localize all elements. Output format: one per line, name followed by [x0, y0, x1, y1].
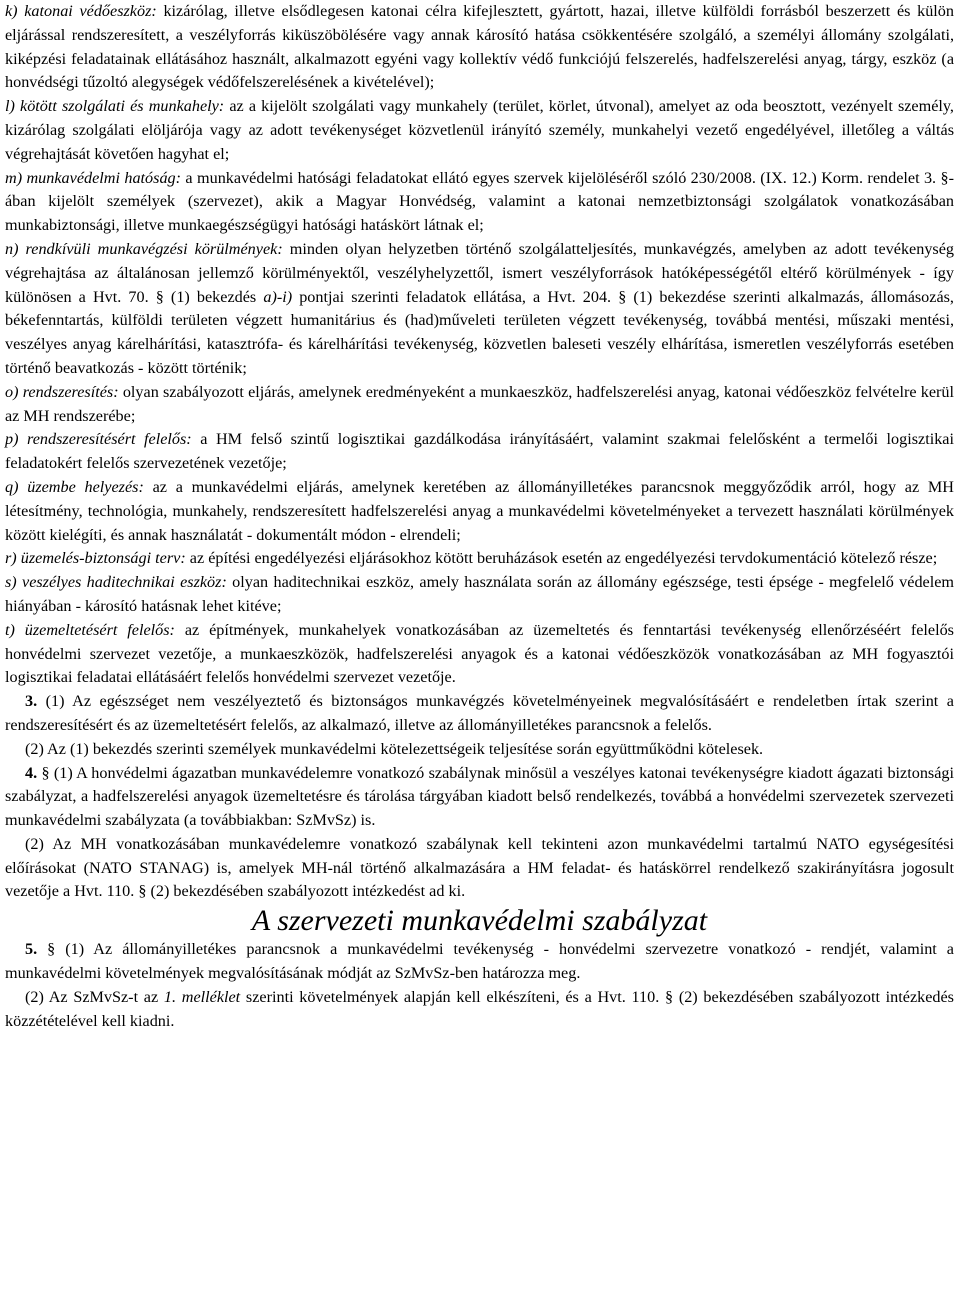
definition-text: az építési engedélyezési eljárásokhoz kötött beruházások esetén az engedélyezési tervdokumentáció kötelező része;: [185, 549, 938, 568]
definition-text: a munkavédelmi hatósági feladatokat ellátó egyes szervek kijelöléséről szóló 230/2008. (IX. 12.) Korm. rendelet 3. §-ában kijelölt személyek (szervezet), akik a Magyar Honvédség, valamint a katonai nemzetbiztonsági szolgálatok vonatkozásában munkabiztonsági, illetve munkaegészségügyi hatósági hatáskört látnak el;: [5, 168, 954, 235]
definition-r: [5, 547, 954, 571]
definition-text: az a munkavédelmi eljárás, amelynek keretében az állományilletékes parancsnok meggyőződik arról, hogy az MH létesítmény, technológia, munkahely, rendszeresített hadfelszerelési anyag a munkavédelmi követelményeket a tervezett használati körülmények között kielégíti, és annak használatát - dokumentált módon - elrendeli;: [5, 477, 954, 544]
definition-term: p) rendszeresítésért felelős:: [5, 430, 192, 449]
definition-term: l) kötött szolgálati és munkahely:: [5, 97, 225, 116]
definition-k: [5, 0, 954, 95]
definition-term: n) rendkívüli munkavégzési körülmények:: [5, 239, 283, 258]
section-3-paragraph-2: [5, 738, 954, 762]
section-number: 3.: [25, 692, 38, 711]
section-5-paragraph-1: [5, 938, 954, 986]
definition-term: t) üzemeltetésért felelős:: [5, 620, 175, 639]
definition-term: q) üzembe helyezés:: [5, 477, 144, 496]
definition-text: minden olyan helyzetben történő szolgálatteljesítés, munkavégzés, amelyben az adott tevékenység végrehajtása az általánosan jellemző körülményektől, veszélyhelyzettől, ismert veszélyforrások hatóképességétől eltérő körülmények - így különösen a Hvt. 70. § (1) bekezdés: [5, 239, 955, 306]
definition-text-tail: pontjai szerinti feladatok ellátása, a Hvt. 204. § (1) bekezdése szerinti alkalmazás, állomásozás, békefenntartás, külföldi területen végzett humanitárius és (had)műveleti területen végzett tevékenység, továbbá mentési, műszaki mentési, veszélyes anyag kárelhárítási, katasztrófa- és kárelhárítási tevékenység, közvetlen baleseti veszély elhárítása, ismeretlen veszélyforrás esetében történő beavatkozás - között történik;: [5, 287, 954, 377]
definition-s: [5, 571, 954, 619]
section-text: (2) Az MH vonatkozásában munkavédelemre vonatkozó szabálynak kell tekinteni azon munkavédelmi tartalmú NATO egységesítési előírásokat (NATO STANAG) is, amelyek MH-nál történő alkalmazására a HM feladat- és hatáskörrel rendelkező szakirányításra jogosult vezetője a Hvt. 110. § (2) bekezdésében szabályozott intézkedést ad ki.: [5, 834, 954, 901]
definition-l: [5, 95, 954, 166]
section-text: § (1) A honvédelmi ágazatban munkavédelemre vonatkozó szabálynak minősül a veszélyes katonai tevékenységre kiadott ágazati biztonsági szabályzat, a hadfelszerelési anyagok üzemeltetésre és tárolása tárgyában kiadott belső rendelkezés, továbbá a honvédelmi szervezetek szervezeti munkavédelmi szabályzata (a továbbiakban: SzMvSz) is.: [5, 763, 954, 830]
definition-term: s) veszélyes haditechnikai eszköz:: [5, 573, 227, 592]
definition-t: [5, 619, 954, 690]
definition-p: [5, 428, 954, 476]
definition-m: [5, 167, 954, 238]
definition-text: az a kijelölt szolgálati vagy munkahely (terület, körlet, útvonal), amelyet az oda beosztott, vezényelt személy, kizárólag szolgálati elöljárója vagy az adott tevékenységet közvetlenül irányító személy, munkahelyi vezető engedélyével, illetőleg a váltás végrehajtását követően hagyhat el;: [5, 97, 954, 163]
section-number: 4.: [25, 763, 38, 782]
definition-term: r) üzemelés-biztonsági terv:: [5, 549, 186, 568]
point-reference: a)-i): [263, 287, 293, 306]
section-text: (2) Az SzMvSz-t az: [25, 987, 164, 1006]
definition-text: a HM felső szintű logisztikai gazdálkodása irányításáért, valamint szakmai felelősként a termelői logisztikai feladatokért felelős szervezetének vezetője;: [5, 430, 954, 473]
section-number: 5.: [25, 940, 38, 959]
definition-term: o) rendszeresítés:: [5, 382, 119, 401]
definition-term: k) katonai védőeszköz:: [5, 2, 157, 20]
definition-text: az építmények, munkahelyek vonatkozásában az üzemeltetés és fenntartási tevékenység ellenőrzéséért felelős honvédelmi szervezet vezetője, a munkaeszközök, hadfelszerelési anyagok és a katonai védőeszközök vonatkozásában az MH fogyasztói logisztikai feladatai ellátásáért felelős honvédelmi szervezet vezetője.: [5, 620, 954, 687]
definition-q: [5, 476, 954, 547]
definition-n: [5, 238, 954, 381]
section-text-tail: szerinti követelmények alapján kell elkészíteni, és a Hvt. 110. § (2) bekezdésében szabályozott intézkedés közzétételével kell kiadni.: [5, 987, 954, 1030]
section-4-paragraph-2: [5, 833, 954, 904]
definition-o: [5, 381, 954, 429]
annex-reference: 1. melléklet: [163, 987, 241, 1006]
section-3-paragraph-1: [5, 690, 954, 738]
section-text: (2) Az (1) bekezdés szerinti személyek munkavédelmi kötelezettségeik teljesítése során együttműködni kötelesek.: [25, 739, 764, 758]
definition-text: kizárólag, illetve elsődlegesen katonai célra kifejlesztett, gyártott, hazai, illetve külföldi forrásból beszerzett és külön eljárással rendszeresített, a veszélyforrás kiküszöbölésére vagy annak károsító hatása csökkentésére szolgáló, a személyi állomány szolgálati, kiképzési feladatainak ellátásához használt, alkalmazott egyéni vagy kollektív védő funkciójú felszerelés, hadfelszerelési anyag, tárgy, eszköz (a honvédségi tűzoltó alegységek védőfelszerelésének a kivételével);: [5, 2, 954, 92]
section-5-paragraph-2: [5, 986, 954, 1034]
definition-term: m) munkavédelmi hatóság:: [5, 168, 182, 187]
definition-text: olyan szabályozott eljárás, amelynek eredményeként a munkaeszköz, hadfelszerelési anyag, katonai védőeszköz felvételre kerül az MH rendszerébe;: [5, 382, 954, 425]
section-4-paragraph-1: [5, 762, 954, 833]
section-text: § (1) Az állományilletékes parancsnok a munkavédelmi tevékenység - honvédelmi szervezetre vonatkozó - rendjét, valamint a munkavédelmi követelmények megvalósításának módját az SzMvSz-ben határozza meg.: [5, 940, 954, 983]
section-text: (1) Az egészséget nem veszélyeztető és biztonságos munkavégzés követelményeinek megvalósításáért e rendeletben írtak szerint a rendszeresítésért és az üzemeltetésért felelős, az alkalmazó, illetve az állományilletékes parancsnok a felelős.: [5, 692, 954, 734]
definition-text: olyan haditechnikai eszköz, amely használata során az állomány egészsége, testi épsége - megfelelő védelem hiányában - károsító hatásnak lehet kitéve;: [5, 573, 955, 615]
section-heading: A szervezeti munkavédelmi szabályzat: [251, 904, 708, 938]
